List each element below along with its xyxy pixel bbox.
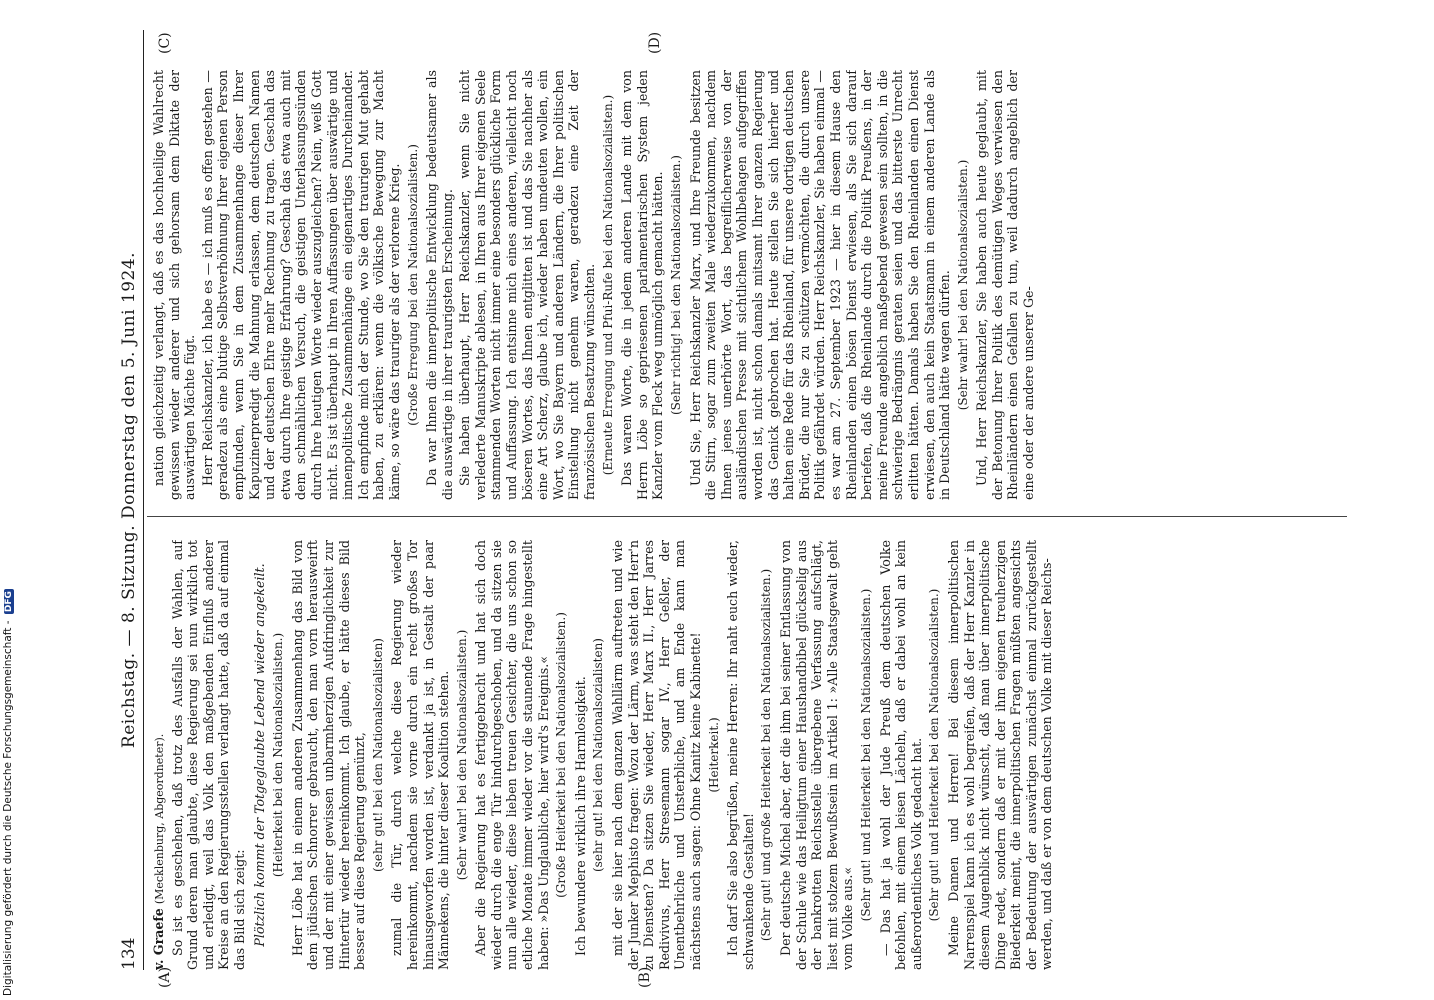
dfg-logo: DFG: [4, 591, 14, 613]
paragraph: So ist es geschehen, daß trotz des Ausfalls der Wahlen, auf Grund deren man glaubte, diese Regierung sei nun wirklich tot und erledigt, weil das Volk den maßgebenden Einfluß anderer Kreise an den Regierungsstellen verlangt hatte, daß da auf einmal das Bild sich zeigt:: [169, 540, 247, 970]
paragraph: Meine Damen und Herren! Bei diesem innerpolitischen Narrenspiel kann ich es wohl begreifen, daß der Herr Kanzler in diesem Augenblick nicht wünscht, daß man über innerpolitische Dinge redet, sondern daß er mit der ihm eigenen treuherzigen Biederkeit meint, die innerpolitischen Fragen müßten angesichts der Bedeutung der auswärtigen zunächst einmal zurückgestellt werden, und daß er von dem deutschen Volke mit dieser Reichs-: [945, 540, 1055, 970]
paragraph: Ich bewundere wirklich ihre Harmlosigkeit.: [572, 676, 588, 956]
paragraph: — Das hat ja wohl der Jude Preuß dem deutschen Volke befohlen, mit einem leisen Lächeln, daß er dabei wohl an kein außerordentliches Volk gedacht hat.: [877, 540, 924, 970]
paragraph: Da war Ihnen die innerpolitische Entwicklung bedeutsamer als die auswärtige in ihrer traurigsten Erscheinung.: [424, 70, 455, 500]
interjection: (Heiterkeit bei den Nationalsozialisten.): [271, 632, 286, 878]
paragraph: Aber die Regierung hat es fertiggebracht und hat sich doch wieder durch die enge Tür hindurchgeschoben, und da sitzen sie nun alle wieder, diese lieben treuen Gesichter, die uns schon so etliche Monate immer wieder vor die staunende Frage hingestellt haben: »Das Unglaubliche, hier wird's Ereignis.«: [473, 540, 551, 970]
margin-marker-b: (B): [637, 966, 653, 988]
interjection: (Große Heiterkeit bei den Nationalsozialisten.): [554, 612, 569, 898]
paragraph: nation gleichzeitig verlangt, daß es das hochheilige Wahlrecht gewissen wieder anderer und sich gehorsam dem Diktate der auswärtigen Mächte fügt.: [151, 70, 198, 500]
running-title: Reichstag. — 8. Sitzung. Donnerstag den 5. Juni 1924.: [119, 251, 139, 749]
paragraph: Das waren Worte, die in jedem anderen Lande mit dem von Herrn Löbe so gepriesenen parlamentarischen System jeden Kanzler vom Fleck weg unmöglich gemacht hätten.: [619, 70, 666, 500]
left-column: [151, 540, 1351, 970]
interjection: (Heiterkeit.): [706, 717, 721, 793]
interjection: (Sehr richtig! bei den Nationalsozialisten.): [669, 155, 683, 415]
interjection: (Sehr wahr! bei den Nationalsozialisten.): [454, 629, 469, 881]
right-column: [151, 70, 1351, 500]
credit-text: Digitalisierung gefördert durch die Deutsche Forschungsgemeinschaft -: [2, 620, 14, 996]
interjection: (Sehr gut! und große Heiterkeit bei den Nationalsozialisten.): [759, 568, 774, 942]
paragraph: Sie haben überhaupt, Herr Reichskanzler, wenn Sie nicht verlederte Manuskripte ablesen, in Ihren aus Ihrer eigenen Seele stammenden Worten nicht immer eine besonders glückliche Form und Auffassung. Ich entsinne mich eines anderen, vielleicht noch böseren Wortes, das Ihnen entglitten ist und das Sie nachher als eine Art Scherz, glaube ich, wieder haben umdeuten wollen, ein Wort, wo Sie Bayern und anderen Ländern, die Ihrer politischen Einstellung nicht genehm waren, geradezu eine Zeit der französischen Besatzung wünschten.: [457, 70, 598, 500]
speaker-party: (Mecklenburg, Abgeordneter).: [153, 733, 166, 905]
rotated-document-page: [117, 30, 1357, 988]
paragraph: Und Sie, Herr Reichskanzler Marx, und Ihre Freunde besitzen die Stirn, sogar zum zweiten Male wiederzukommen, nachdem Ihnen jenes unerhörte Wort, das begreiflicherweise von der ausländischen Presse mit sichtlichem Wohlbehagen aufgegriffen worden ist, nicht schon damals mitsamt Ihrer ganzen Regierung das Genick gebrochen hat. Heute stellen Sie sich hierher und halten eine Rede für das Rheinland, für unsere dortigen deutschen Brüder, die nur Sie zu schützen vermöchten, die durch unsere Politik gefährdet würden. Herr Reichskanzler, Sie haben einmal — es war am 27. September 1923 — hier in diesem Hause den Rheinlanden einen bösen Dienst erwiesen, als Sie sich darauf beriefen, daß die Rheinlande durch die Politik Preußens, in der meine Freunde angeblich maßgebend gewesen sein sollten, in die schwierige Bedrängnis geraten seien und das bitterste Unrecht erlitten hätten. Damals haben Sie den Rheinlanden einen Dienst erwiesen, den auch kein Staatsmann in einem anderen Lande als in Deutschland hätte wagen dürfen.: [687, 70, 953, 500]
paragraph: Herr Löbe hat in einem anderen Zusammenhang das Bild von dem jüdischen Schnorrer gebraucht, den man vorn herausweirft und der mit einer gewissen unbarmherzigen Aufdringlichkeit zur Hintertür wieder hereinkommt. Ich glaube, er hätte dieses Bild besser auf diese Regierung gemünzt,: [289, 540, 368, 970]
interjection: (sehr gut! bei den Nationalsozialisten): [370, 638, 385, 872]
paragraph: Der deutsche Michel aber, der die ihm bei seiner Entlassung von der Schule wie das Heiligtum einer Haushandbibel glückselig aus der bankrotten Reichsstelle übergebene Verfassung aufschlägt, liest mit stolzem Bewußtsein im Artikel 1: »Alle Staatsgewalt geht vom Volke aus.«: [777, 540, 856, 970]
paragraph: mit der sie hier nach dem ganzen Wahllärm auftreten und wie der Junker Mephisto fragen: Wozu der Lärm, was steht den Herr'n zu Diensten? Da sitzen Sie wieder, Herr Marx II., Herr Jarres Redivivus, Herr Stresemann sogar IV., Herr Geßler, der Unentbehrliche und Unsterbliche, und am Ende kann man nächstens auch sagen: Ohne Kanitz keine Kabinette!: [610, 540, 703, 970]
margin-marker-a: (A): [157, 966, 173, 988]
verse-quote: Plötzlich kommt der Totgeglaubte Lebend wieder angekeilt.: [251, 563, 267, 947]
interjection: (Sehr gut! und Heiterkeit bei den Nationalsozialisten.): [858, 588, 873, 922]
speaker-line: [151, 540, 168, 970]
interjection: (sehr gut! bei den Nationalsozialisten): [591, 638, 606, 872]
interjection: (Erneute Erregung und Pfui-Rufe bei den Nationalsozialisten.): [600, 94, 615, 476]
interjection: (Große Erregung bei den Nationalsozialisten.): [405, 144, 420, 426]
interjection: (Sehr wahr! bei den Nationalsozialisten.): [955, 159, 970, 411]
paragraph: zumal die Tür, durch welche diese Regierung wieder hereinkommt, nachdem sie vorne durch ein recht großes Tor hinausgeworfen worden ist, verdankt ja ist, in Gestalt der paar Männekens, die hinter dieser Koalition stehen.: [389, 540, 452, 970]
page-header: [117, 30, 144, 970]
digitization-credit: [2, 6, 16, 996]
interjection: (Sehr gut! und Heiterkeit bei den Nationalsozialisten.): [927, 588, 942, 922]
paragraph: Herr Reichskanzler, ich habe es — ich muß es offen gestehen — geradezu als eine blutige Selbstverhöhnung Ihrer eigenen Person empfunden, wenn Sie in dem Zusammenhange dieser Ihrer Kapuzinerpredigt die Mahnung erlassen, dem deutschen Namen und der deutschen Ehre mehr Rechnung zu tragen. Geschah das etwa durch Ihre geistige Erfahrung? Geschah das etwa auch mit dem schmählichen Versuch, die geistigen Unterlassungssünden durch Ihre heutigen Worte wieder auszugleichen? Nein, weiß Gott nicht. Es ist überhaupt in Ihren Auffassungen über auswärtige und innenpolitische Zusammenhänge ein eigenartiges Durcheinander. Ich empfinde mich der Stunde, wo Sie den traurigen Mut gehabt haben, zu erklären: wenn die völkische Bewegung zur Macht käme, so wäre das trauriger als der verlorene Krieg.: [199, 70, 402, 500]
margin-marker-c: (C): [157, 32, 173, 54]
paragraph: Ich darf Sie also begrüßen, meine Herren: Ihr naht euch wieder, schwankende Gestalten!: [725, 540, 756, 970]
page-number: 134: [119, 937, 139, 970]
column-divider: [147, 516, 1347, 517]
speaker-name: v. Graefe: [151, 908, 166, 970]
margin-marker-d: (D): [647, 31, 663, 54]
paragraph: Und, Herr Reichskanzler, Sie haben auch heute geglaubt, mit der Betonung Ihrer Politik des demütigen Weges verwiesen den Rheinländern einen Gefallen zu tun, weil dadurch angeblich der eine oder der andere unserer Ge-: [974, 70, 1037, 500]
